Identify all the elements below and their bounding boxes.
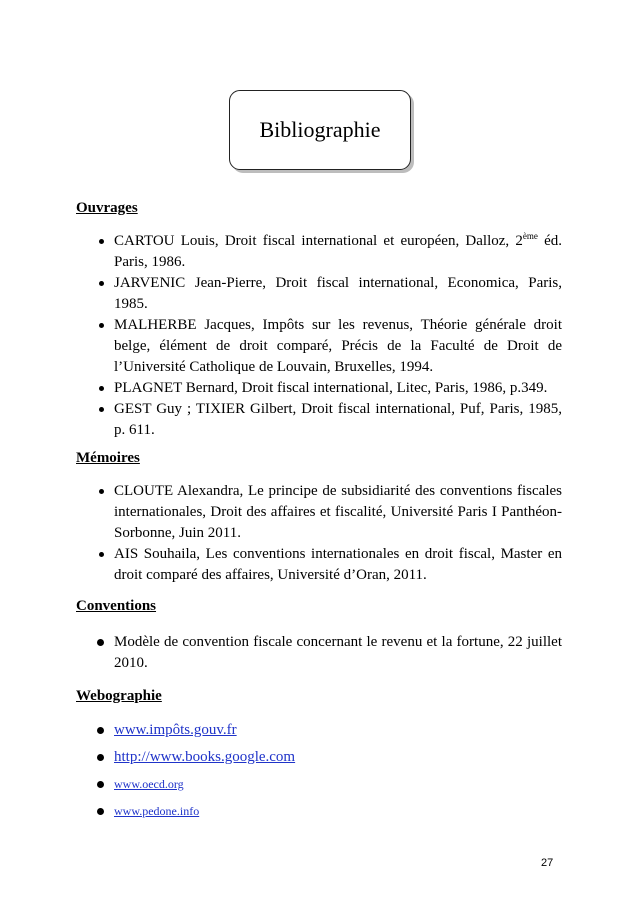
conventions-list <box>76 632 562 674</box>
link-impots[interactable]: www.impôts.gouv.fr <box>114 722 237 738</box>
list-item-link-google-books <box>76 747 562 768</box>
page-title: Bibliographie <box>259 117 381 142</box>
bibliography-content <box>76 198 562 822</box>
memoires-list <box>76 481 562 586</box>
link-google-books[interactable]: http://www.books.google.com <box>114 749 296 765</box>
webographie-list <box>76 720 562 822</box>
section-heading-conventions: Conventions <box>76 598 157 614</box>
section-heading-webographie: Webographie <box>76 688 162 704</box>
list-item-malherbe: MALHERBE Jacques, Impôts sur les revenus, Théorie générale droit belge, élément de droit comparé, Précis de la Faculté de Droit de l’Université Catholique de Louvain, Bruxelles, 1994. <box>76 315 562 378</box>
section-heading-ouvrages: Ouvrages <box>76 200 138 216</box>
list-item-convention: Modèle de convention fiscale concernant le revenu et la fortune, 22 juillet 2010. <box>76 632 562 674</box>
edition-superscript: ème <box>522 231 538 241</box>
list-item-ais: AIS Souhaila, Les conventions internationales en droit fiscal, Master en droit comparé des affaires, Université d’Oran, 2011. <box>76 544 562 586</box>
page-number: 27 <box>541 857 554 869</box>
list-item-link-impots <box>76 720 562 741</box>
link-pedone[interactable]: www.pedone.info <box>114 804 200 818</box>
list-item-plagnet: PLAGNET Bernard, Droit fiscal international, Litec, Paris, 1986, p.349. <box>76 378 562 399</box>
cartou-text: CARTOU Louis, Droit fiscal international et européen, Dalloz, 2 <box>114 233 523 249</box>
list-item-link-oecd <box>76 774 562 795</box>
link-oecd[interactable]: www.oecd.org <box>114 777 184 791</box>
cartou-text-end: éd. Paris, 1986. <box>114 233 562 270</box>
page-title-box <box>229 90 411 170</box>
list-item-cartou <box>76 231 562 273</box>
list-item-cloute: CLOUTE Alexandra, Le principe de subsidiarité des conventions fiscales internationales, Droit des affaires et fiscalité, Université Paris I Panthéon-Sorbonne, Juin 2011. <box>76 481 562 544</box>
section-heading-memoires: Mémoires <box>76 450 140 466</box>
list-item-link-pedone <box>76 801 562 822</box>
list-item-jarvenic: JARVENIC Jean-Pierre, Droit fiscal international, Economica, Paris, 1985. <box>76 273 562 315</box>
list-item-gest: GEST Guy ; TIXIER Gilbert, Droit fiscal international, Puf, Paris, 1985, p. 611. <box>76 399 562 441</box>
ouvrages-list <box>76 231 562 441</box>
